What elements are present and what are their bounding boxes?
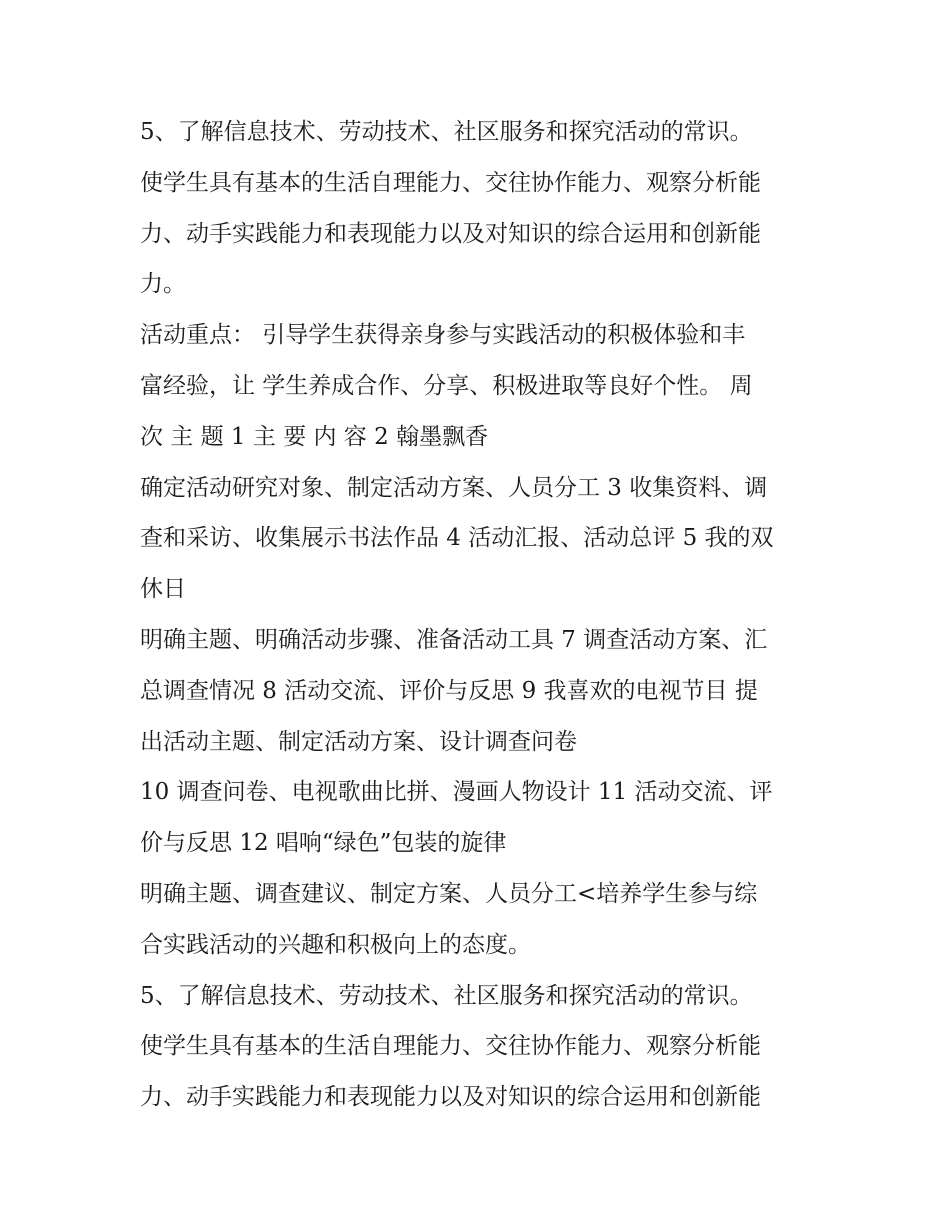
text-line: 出活动主题、制定活动方案、设计调查问卷 [140, 728, 577, 755]
text-line: 明确主题、调查建议、制定方案、人员分工<培养学生参与综 [140, 880, 758, 907]
text-line: 力、动手实践能力和表现能力以及对知识的综合运用和创新能 [140, 220, 761, 247]
text-line: 力。 [140, 271, 186, 298]
text-line: 使学生具有基本的生活自理能力、交往协作能力、观察分析能 [140, 169, 761, 196]
text-line: 总调查情况 8 活动交流、评价与反思 9 我喜欢的电视节目 提 [140, 677, 758, 704]
text-line: 次 主 题 1 主 要 内 容 2 翰墨飘香 [140, 423, 489, 450]
text-line: 5、了解信息技术、劳动技术、社区服务和探究活动的常识。 [140, 982, 753, 1009]
text-line: 合实践活动的兴趣和积极向上的态度。 [140, 931, 531, 958]
text-line: 富经验，让 学生养成合作、分享、积极进取等良好个性。 周 [140, 372, 753, 399]
text-line: 确定活动研究对象、制定活动方案、人员分工 3 收集资料、调 [140, 474, 768, 501]
text-line: 10 调查问卷、电视歌曲比拼、漫画人物设计 11 活动交流、评 [140, 779, 773, 806]
text-line: 活动重点： 引导学生获得亲身参与实践活动的积极体验和丰 [140, 322, 746, 349]
text-line: 使学生具有基本的生活自理能力、交往协作能力、观察分析能 [140, 1033, 761, 1060]
text-line: 休日 [140, 576, 186, 603]
text-line: 价与反思 12 唱响“绿色”包装的旋律 [140, 830, 507, 857]
text-line: 明确主题、明确活动步骤、准备活动工具 7 调查活动方案、汇 [140, 626, 768, 653]
text-line: 5、了解信息技术、劳动技术、社区服务和探究活动的常识。 [140, 119, 753, 145]
text-line: 力、动手实践能力和表现能力以及对知识的综合运用和创新能 [140, 1084, 761, 1111]
body-text [140, 107, 830, 1123]
text-line: 查和采访、收集展示书法作品 4 活动汇报、活动总评 5 我的双 [140, 525, 774, 552]
